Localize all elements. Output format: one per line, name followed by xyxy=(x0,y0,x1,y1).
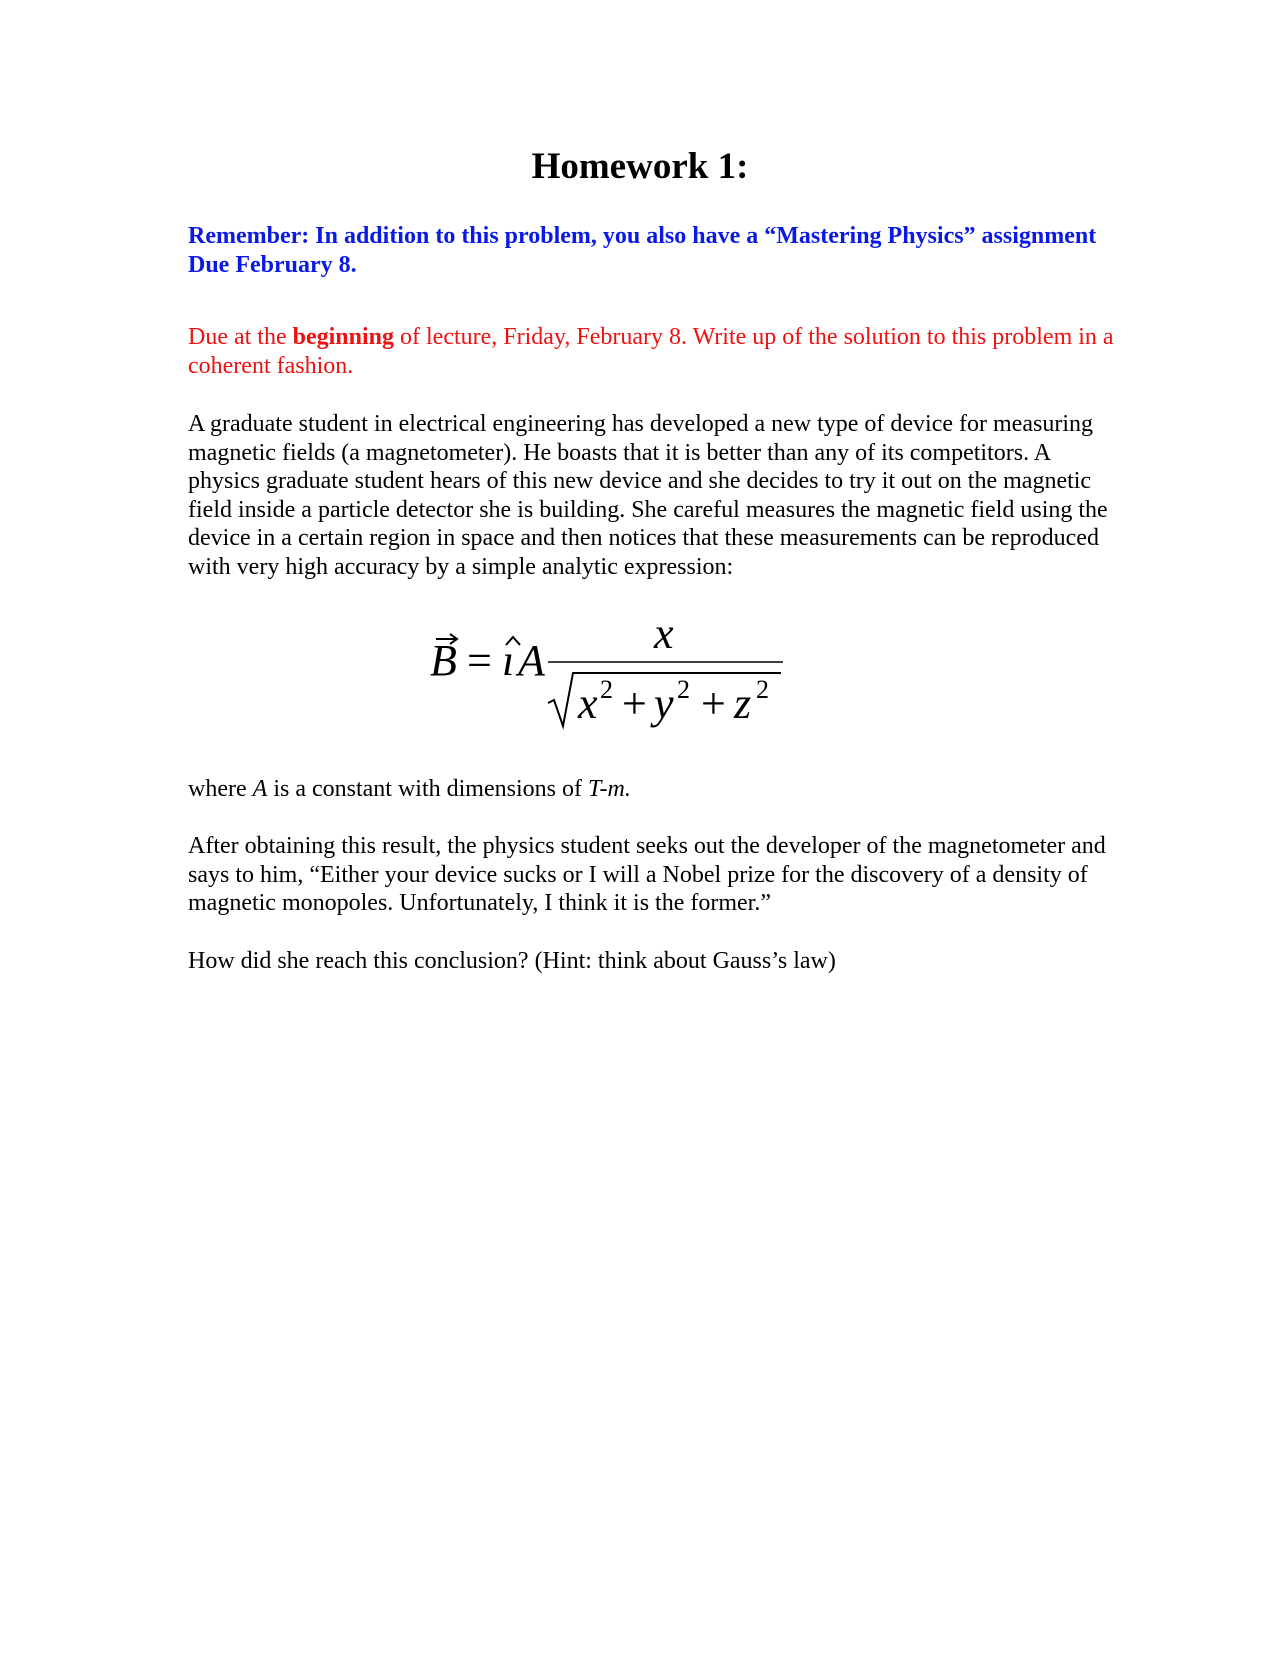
eq-denominator-y: y xyxy=(654,679,674,728)
eq-exponent-x: 2 xyxy=(600,675,613,704)
eq-field-symbol: B xyxy=(430,636,457,685)
constant-definition xyxy=(188,775,1118,804)
problem-paragraph: A graduate student in electrical engineering has developed a new type of device for measuring magnetic fields (a magnetometer). He boasts that it is better than any of its competitors. A physics graduate student hears of this new device and she decides to try it out on the magnetic field inside a particle detector she is building. She careful measures the magnetic field using the device in a certain region in space and then notices that these measurements can be reproduced with very high accuracy by a simple analytic expression: xyxy=(188,411,1108,580)
due-text-start: Due at the xyxy=(188,324,293,350)
eq-denominator-x: x xyxy=(578,679,598,728)
where-text-start: where xyxy=(188,776,253,802)
where-variable: A xyxy=(252,776,268,802)
reminder-note: Remember: In addition to this problem, you also have a “Mastering Physics” assignment Due February 8. xyxy=(188,223,1097,278)
eq-unit-vector: ı xyxy=(502,636,515,685)
equation-svg xyxy=(430,609,850,775)
conclusion-paragraph: After obtaining this result, the physics student seeks out the developer of the magnetometer and says to him, “Either your device sucks or I will a Nobel prize for the discovery of a density of magnetic monopoles. Unfortunately, I think it is the former.” xyxy=(188,833,1106,917)
eq-exponent-z: 2 xyxy=(756,675,769,704)
due-emphasis: beginning xyxy=(292,324,395,350)
due-text-end: of lecture, Friday, February 8. Write up of the solution to this problem in a coherent fashion. xyxy=(188,324,1114,379)
eq-plus-2: + xyxy=(701,679,726,728)
magnetic-field-equation xyxy=(430,609,850,775)
where-text-middle: is a constant with dimensions of xyxy=(267,776,588,802)
eq-plus-1: + xyxy=(622,679,647,728)
eq-denominator-z: z xyxy=(734,679,752,728)
where-units: T-m. xyxy=(587,776,631,802)
eq-numerator: x xyxy=(654,609,674,658)
question-hint: How did she reach this conclusion? (Hint: think about Gauss’s law) xyxy=(188,948,836,974)
eq-constant: A xyxy=(518,636,545,685)
due-date-note xyxy=(188,323,1118,380)
eq-exponent-y: 2 xyxy=(677,675,690,704)
page-title: Homework 1: xyxy=(531,146,749,187)
eq-equals: = xyxy=(467,636,492,685)
